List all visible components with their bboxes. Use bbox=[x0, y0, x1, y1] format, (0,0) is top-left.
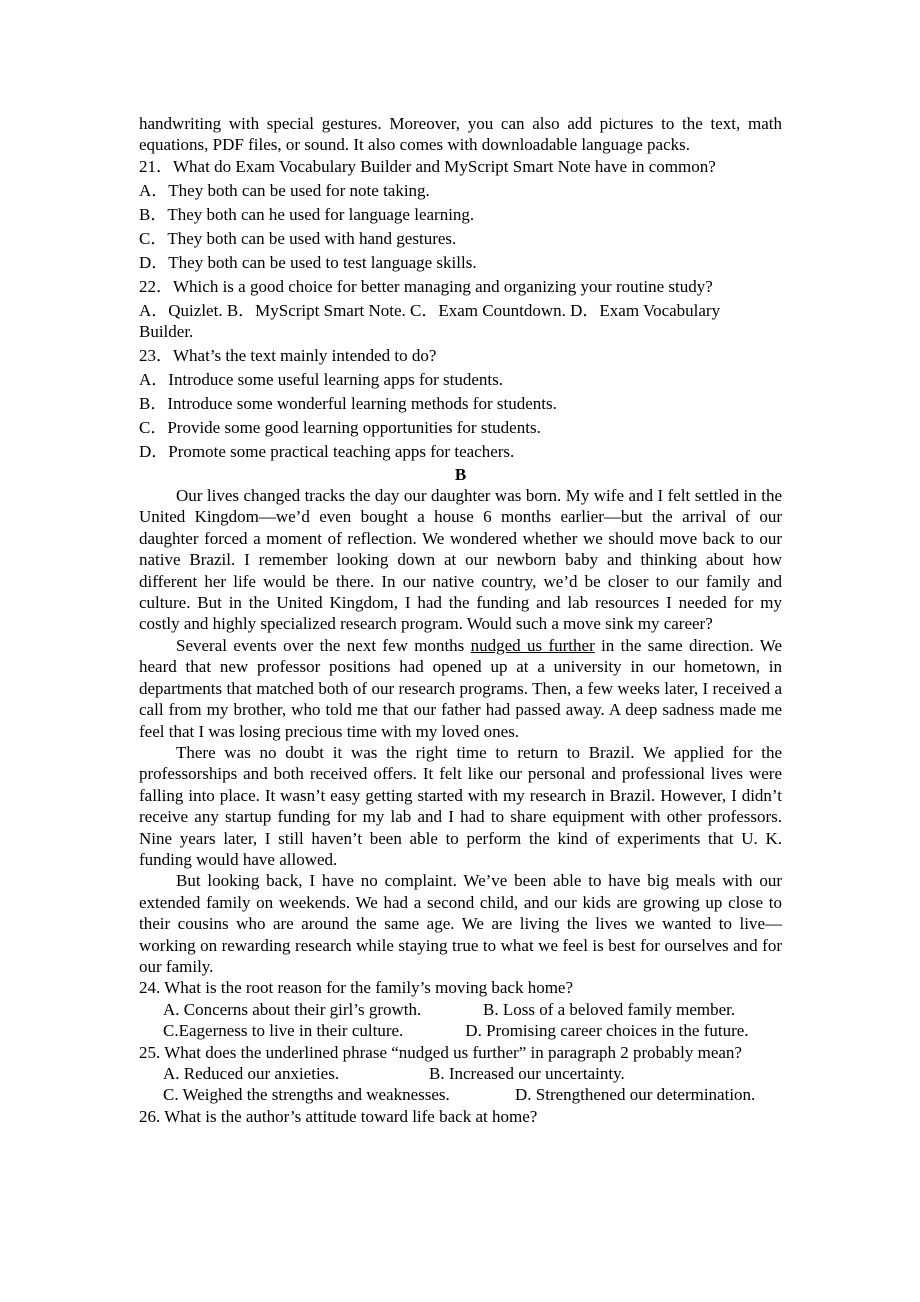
paragraph-2-rest: in the same direction. We heard that new professor positions had opened up at a university in our hometown, in departments that matched both of our research programs. Then, a few weeks later, I received a call from my brother, who told me that our father had passed away. A deep sadness made me feel that I was losing precious time with my loved ones. bbox=[139, 635, 782, 741]
option-b: B．They both can he used for language learning. bbox=[139, 204, 475, 224]
options-row-cd bbox=[139, 1084, 782, 1105]
paragraph-2-start: Several events over the next few months bbox=[176, 635, 471, 655]
intro-tail-paragraph: handwriting with special gestures. Moreover, you can also add pictures to the text, math equations, PDF files, or sound. It also comes with downloadable language packs. bbox=[139, 114, 782, 155]
option-d: D. Promising career choices in the future. bbox=[465, 1021, 749, 1041]
option-d: D. Strengthened our determination. bbox=[515, 1085, 756, 1105]
passage-paragraph-2 bbox=[139, 635, 782, 742]
question-stem: 21．What do Exam Vocabulary Builder and MyScript Smart Note have in common? bbox=[139, 156, 716, 176]
question-stem: 25. What does the underlined phrase “nudged us further” in paragraph 2 probably mean? bbox=[139, 1042, 742, 1062]
option-a: A. Reduced our anxieties. bbox=[163, 1064, 340, 1083]
question-stem: 24. What is the root reason for the family’s moving back home? bbox=[139, 978, 574, 998]
option-b: B. Increased our uncertainty. bbox=[429, 1064, 625, 1083]
question-26 bbox=[139, 1106, 782, 1127]
option-a: A．Introduce some useful learning apps for students. bbox=[139, 370, 503, 390]
section-b-title: B bbox=[454, 464, 467, 484]
option-c: C．They both can be used with hand gestures. bbox=[139, 228, 457, 248]
options-row-ab bbox=[139, 1063, 782, 1084]
document-page bbox=[139, 113, 782, 1127]
options-inline: A．Quizlet. B．MyScript Smart Note. C．Exam Countdown. D．Exam Vocabulary Builder. bbox=[139, 300, 721, 342]
passage-paragraph-1: Our lives changed tracks the day our daughter was born. My wife and I felt settled in the United Kingdom—we’d even bought a house 6 months earlier—but the arrival of our daughter forced a moment of reflection. We wondered whether we should move back to our native Brazil. I remember looking down at our newborn baby and thinking about how different her life would be there. In our native country, we’d be closer to our family and culture. But in the United Kingdom, I had the funding and lab resources I needed for my costly and highly specialized research program. Would such a move sink my career? bbox=[139, 486, 782, 634]
option-d: D．Promote some practical teaching apps for teachers. bbox=[139, 442, 515, 462]
question-stem: 26. What is the author’s attitude toward life back at home? bbox=[139, 1106, 538, 1126]
underlined-phrase: nudged us further bbox=[470, 635, 595, 655]
option-c: C. Weighed the strengths and weaknesses. bbox=[163, 1085, 450, 1105]
option-d: D．They both can be used to test language skills. bbox=[139, 252, 477, 272]
question-25 bbox=[139, 1042, 782, 1106]
passage-paragraph-3: There was no doubt it was the right time to return to Brazil. We applied for the professorships and both received offers. It felt like our personal and professional lives were falling into place. It wasn’t easy getting started with my research in Brazil. However, I didn’t receive any startup funding for my lab and I had to share equipment with other professors. Nine years later, I still haven’t been able to perform the kind of experiments that U. K. funding would have allowed. bbox=[139, 742, 782, 869]
question-stem: 23．What’s the text mainly intended to do? bbox=[139, 346, 437, 366]
option-b: B. Loss of a beloved family member. bbox=[483, 999, 736, 1019]
question-24 bbox=[139, 977, 782, 1041]
option-a: A. Concerns about their girl’s growth. bbox=[163, 999, 422, 1019]
question-22 bbox=[139, 276, 782, 343]
options-row-cd bbox=[139, 1020, 782, 1041]
question-stem: 22．Which is a good choice for better managing and organizing your routine study? bbox=[139, 276, 713, 296]
passage-paragraph-4: But looking back, I have no complaint. We’ve been able to have big meals with our extended family on weekends. We had a second child, and our kids are growing up close to their cousins who are around the same age. We are living the lives we wanted to live—working on rewarding research while staying true to what we feel is best for ourselves and for our family. bbox=[139, 871, 782, 976]
option-c: C.Eagerness to live in their culture. bbox=[163, 1021, 404, 1041]
options-row-ab bbox=[139, 999, 782, 1020]
question-21 bbox=[139, 156, 782, 273]
option-b: B．Introduce some wonderful learning methods for students. bbox=[139, 394, 557, 414]
option-a: A．They both can be used for note taking. bbox=[139, 180, 430, 200]
option-c: C．Provide some good learning opportunities for students. bbox=[139, 418, 541, 438]
question-23 bbox=[139, 345, 782, 462]
